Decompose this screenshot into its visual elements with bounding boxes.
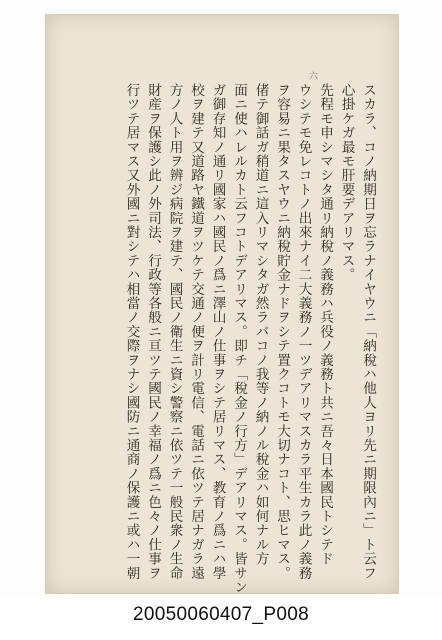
text-column: 校ヲ建テ又道路ヤ鐵道ヲツケテ交通ノ便ヲ計リ電信、電話ニ依ツテ居ナガラ遠 bbox=[188, 83, 204, 580]
image-caption: 20050060407_P008 bbox=[133, 604, 309, 625]
text-column: 行ツテ居マス又外國ニ對シテハ相當ノ交際ヲナシ國防ニ通商ノ保護ニ或ハ一朝 bbox=[123, 83, 140, 580]
text-column: ヲ容易ニ果タスヤウニ納稅貯金ナドヲシテ置クコトモ大切ナコト、思ヒマス。 bbox=[274, 83, 290, 580]
text-column: 方ノ人ト用ヲ辨ジ病院ヲ建テ、國民ノ衛生ニ資シ警察ニ依ツテ一般民衆ノ生命 bbox=[166, 83, 183, 580]
page-number: 六 bbox=[307, 71, 317, 80]
document-page bbox=[45, 14, 399, 594]
text-column: 面ニ使ハレルカト云フコトデアリマス。即チ「稅金ノ行方」デアリマス。皆サン bbox=[231, 83, 247, 595]
text-column: スカラ、コノ納期日ヲ忘ラナイヤウニ「納稅ハ他人ヨリ先ニ期限內ニ」ト云フ bbox=[360, 83, 376, 580]
text-column: 偖テ御話ガ稍道ニ這入リマシタガ然ラバコノ我等ノ納ノル稅金ハ如何ナル方 bbox=[252, 83, 269, 566]
text-column: ウシテモ免レコトノ出來ナイ二大義務ノ一ツデアリマスカラ平生カラ此ノ義務 bbox=[295, 83, 312, 580]
text-column: 心掛ケガ最モ肝要デアリマス。 bbox=[338, 83, 355, 282]
text-column: ガ御存知ノ通リ國家ハ國民ノ爲ニ澤山ノ仕事ヲシテ居リマス、教育ノ爲ニハ學 bbox=[209, 83, 226, 580]
text-column: 財産ヲ保護シ此ノ外司法、行政等各般ニ亘ツテ國民ノ幸福ノ爲ニ色々ノ仕事ヲ bbox=[145, 83, 161, 580]
body-text bbox=[68, 83, 378, 595]
text-column: 先程モ申シマシタ通リ納稅ノ義務ハ兵役ノ義務ト共ニ吾々日本國民トシテド bbox=[317, 83, 333, 566]
